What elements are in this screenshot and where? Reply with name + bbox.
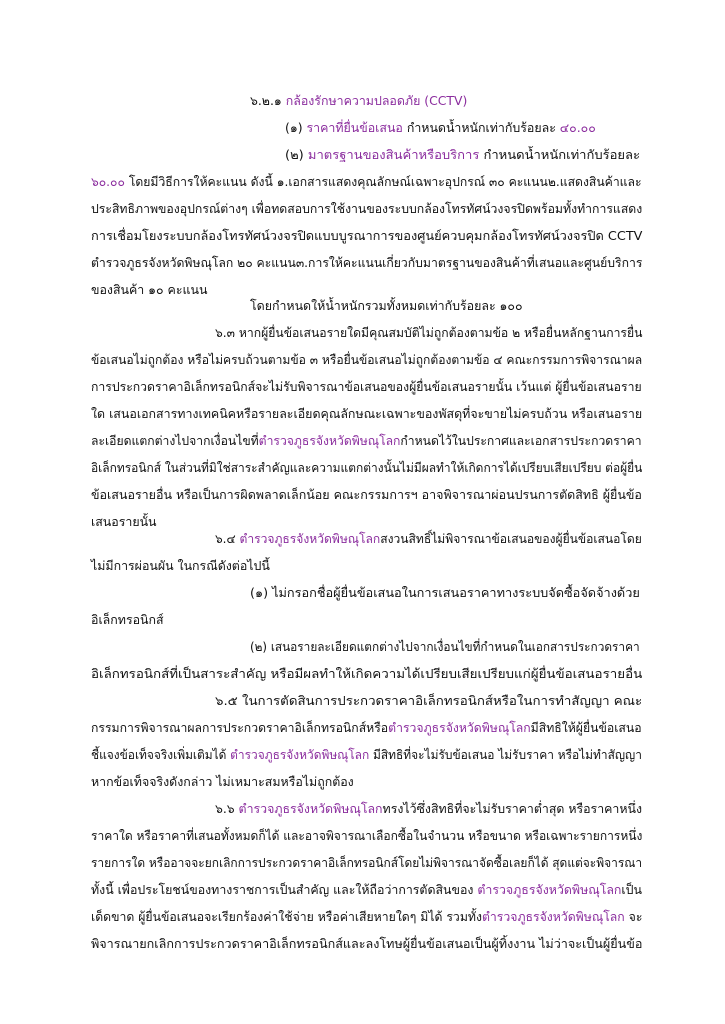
line-text: การประกวดราคาอิเล็กทรอนิกส์จะไม่รับพิจารณาข้อเสนอของผู้ยื่นข้อเสนอรายนั้น เว้นแต่ ผู้ยื่นข้อเสนอราย (91, 379, 642, 394)
line-text: อิเล็กทรอนิกส์ (91, 612, 164, 627)
highlighted-text: ตำรวจภูธรจังหวัดพิษณุโลก (238, 801, 383, 816)
document-line (91, 173, 642, 191)
line-text: ๖.๒.๑ (250, 93, 286, 108)
line-text: ทรงไว้ซึ่งสิทธิที่จะไม่รับราคาต่ำสุด หรือราคาหนึ่ง (382, 801, 642, 816)
line-text: กรรมการพิจารณาผลการประกวดราคาอิเล็กทรอนิกส์หรือ (91, 720, 389, 735)
highlighted-text: ตำรวจภูธรจังหวัดพิษณุโลก (239, 531, 381, 546)
line-text: ข้อเสนอไม่ถูกต้อง หรือไม่ครบถ้วนตามข้อ ๓ หรือยื่นข้อเสนอไม่ถูกต้องตามข้อ ๔ คณะกรรมการพิจารณาผล (91, 352, 643, 367)
highlighted-text: ตำรวจภูธรจังหวัดพิษณุโลก (477, 882, 622, 897)
line-text: ตำรวจภูธรจังหวัดพิษณุโลก ๒๐ คะแนน๓.การให้คะแนนเกี่ยวกับมาตรฐานของสินค้าที่เสนอและศูนย์บริการ (91, 255, 643, 270)
line-text: โดยกำหนดให้น้ำหนักรวมทั้งหมดเท่ากับร้อยละ ๑๐๐ (250, 298, 523, 313)
document-line (250, 584, 640, 602)
document-line (250, 638, 640, 656)
line-text: ใด เสนอเอกสารทางเทคนิคหรือรายละเอียดคุณลักษณะเฉพาะของพัสดุที่จะขายไม่ครบถ้วน หรือเสนอราย (91, 406, 643, 421)
document-line (91, 719, 642, 737)
document-line (285, 119, 596, 137)
document-line (91, 459, 642, 477)
line-text: กำหนดน้ำหนักเท่ากับร้อยละ (402, 120, 560, 135)
line-text: กำหนดไว้ในประกาศและเอกสารประกวดราคา (400, 433, 642, 448)
document-line (91, 200, 642, 218)
highlighted-text: กล้องรักษาความปลอดภัย (CCTV) (285, 93, 468, 108)
line-text: (๒) (285, 147, 308, 162)
document-line (215, 800, 642, 818)
document-line (91, 254, 642, 272)
highlighted-text: ๖๐.๐๐ (91, 174, 125, 189)
line-text: (๑) (285, 120, 307, 135)
line-text: (๑) ไม่กรอกชื่อผู้ยื่นข้อเสนอในการเสนอราคาทางระบบจัดซื้อจัดจ้างด้วย (250, 585, 640, 600)
line-text: มีสิทธิที่จะไม่รับข้อเสนอ ไม่รับราคา หรือไม่ทำสัญญา (369, 747, 642, 762)
line-text: ทั้งนี้ เพื่อประโยชน์ของทางราชการเป็นสำคัญ และให้ถือว่าการตัดสินของ (91, 882, 478, 897)
line-text: ชี้แจงข้อเท็จจริงเพิ่มเติมได้ (91, 747, 231, 762)
line-text: โดยมีวิธีการให้คะแนน ดังนี้ ๑.เอกสารแสดงคุณลักษณ์เฉพาะอุปกรณ์ ๓๐ คะแนน๒.แสดงสินค้าและ (124, 174, 642, 189)
highlighted-text: มาตรฐานของสินค้าหรือบริการ (307, 147, 480, 162)
document-line (91, 378, 642, 396)
line-text: ๖.๕ ในการตัดสินการประกวดราคาอิเล็กทรอนิกส์หรือในการทำสัญญา คณะ (215, 693, 643, 708)
document-line (91, 854, 642, 872)
line-text: ละเอียดแตกต่างไปจากเงื่อนไขที่ (91, 433, 259, 448)
document-line (91, 281, 207, 299)
line-text: เป็น (621, 882, 642, 897)
line-text: ราคาใด หรือราคาที่เสนอทั้งหมดก็ได้ และอาจพิจารณาเลือกซื้อในจำนวน หรือขนาด หรือเฉพาะรายการหนึ่ง (91, 828, 643, 843)
document-line (215, 530, 642, 548)
line-text: ๖.๓ หากผู้ยื่นข้อเสนอรายใดมีคุณสมบัติไม่ถูกต้องตามข้อ ๒ หรือยื่นหลักฐานการยื่น (215, 325, 643, 340)
line-text: จะ (624, 909, 643, 924)
highlighted-text: ตำรวจภูธรจังหวัดพิษณุโลก (258, 433, 401, 448)
document-line (91, 486, 642, 504)
document-line (250, 297, 523, 315)
highlighted-text: ราคาที่ยื่นข้อเสนอ (306, 120, 403, 135)
line-text: การเชื่อมโยงระบบกล้องโทรทัศน์วงจรปิดแบบบูรณาการของศูนย์ควบคุมกล้องโทรทัศน์วงจรปิด CCTV (91, 228, 643, 243)
document-line (250, 92, 467, 110)
document-line (91, 881, 642, 899)
document-line (91, 405, 642, 423)
document-line (91, 908, 642, 926)
line-text: เสนอรายนั้น (91, 514, 157, 529)
document-line (91, 935, 642, 953)
highlighted-text: ตำรวจภูธรจังหวัดพิษณุโลก (481, 909, 625, 924)
line-text: มีสิทธิให้ผู้ยื่นข้อเสนอ (530, 720, 642, 735)
document-line (91, 432, 642, 450)
line-text: ๖.๖ (215, 801, 239, 816)
line-text: ข้อเสนอรายอื่น หรือเป็นการผิดพลาดเล็กน้อย คณะกรรมการฯ อาจพิจารณาผ่อนปรนการตัดสิทธิ ผู้ยื่นข้อ (91, 487, 642, 502)
document-line (215, 324, 642, 342)
document-line (91, 827, 642, 845)
line-text: ประสิทธิภาพของอุปกรณ์ต่างๆ เพื่อทดสอบการใช้งานของระบบกล้องโทรทัศน์วงจรปิดพร้อมทั้งทำการแสดง (91, 201, 643, 216)
document-line (215, 692, 642, 710)
document-line (91, 665, 642, 683)
line-text: สงวนสิทธิ์ไม่พิจารณาข้อเสนอของผู้ยื่นข้อเสนอโดย (380, 531, 642, 546)
line-text: รายการใด หรืออาจจะยกเลิกการประกวดราคาอิเล็กทรอนิกส์โดยไม่พิจารณาจัดซื้อเลยก็ได้ สุดแต่จะพิจารณา (91, 855, 643, 870)
line-text: อิเล็กทรอนิกส์ ในส่วนที่มิใช่สาระสำคัญและความแตกต่างนั้นไม่มีผลทำให้เกิดการได้เปรียบเสียเปรียบ ต่อผู้ยื่น (91, 460, 643, 475)
highlighted-text: ตำรวจภูธรจังหวัดพิษณุโลก (388, 720, 531, 735)
line-text: ของสินค้า ๑๐ คะแนน (91, 282, 208, 297)
document-line (91, 227, 642, 245)
document-line (91, 611, 164, 629)
line-text: อิเล็กทรอนิกส์ที่เป็นสาระสำคัญ หรือมีผลทำให้เกิดความได้เปรียบเสียเปรียบแก่ผู้ยื่นข้อเสนอรายอื่น (91, 666, 643, 681)
line-text: ไม่มีการผ่อนผัน ในกรณีดังต่อไปนี้ (91, 558, 270, 573)
document-line (91, 773, 354, 791)
document-line (91, 351, 642, 369)
line-text: หากข้อเท็จจริงดังกล่าว ไม่เหมาะสมหรือไม่ถูกต้อง (91, 774, 354, 789)
document-line (91, 557, 270, 575)
highlighted-text: ๔๐.๐๐ (559, 120, 596, 135)
document-line (91, 513, 157, 531)
line-text: พิจารณายกเลิกการประกวดราคาอิเล็กทรอนิกส์และลงโทษผู้ยื่นข้อเสนอเป็นผู้ทิ้งงาน ไม่ว่าจะเป็นผู้ยื่นข้อ (91, 936, 643, 951)
document-line (91, 746, 642, 764)
document-line (285, 146, 640, 164)
line-text: (๒) เสนอรายละเอียดแตกต่างไปจากเงื่อนไขที่กำหนดในเอกสารประกวดราคา (250, 639, 640, 654)
line-text: ๖.๔ (215, 531, 240, 546)
highlighted-text: ตำรวจภูธรจังหวัดพิษณุโลก (230, 747, 370, 762)
line-text: กำหนดน้ำหนักเท่ากับร้อยละ (479, 147, 640, 162)
line-text: เด็ดขาด ผู้ยื่นข้อเสนอจะเรียกร้องค่าใช้จ่าย หรือค่าเสียหายใดๆ มิได้ รวมทั้ง (91, 909, 482, 924)
